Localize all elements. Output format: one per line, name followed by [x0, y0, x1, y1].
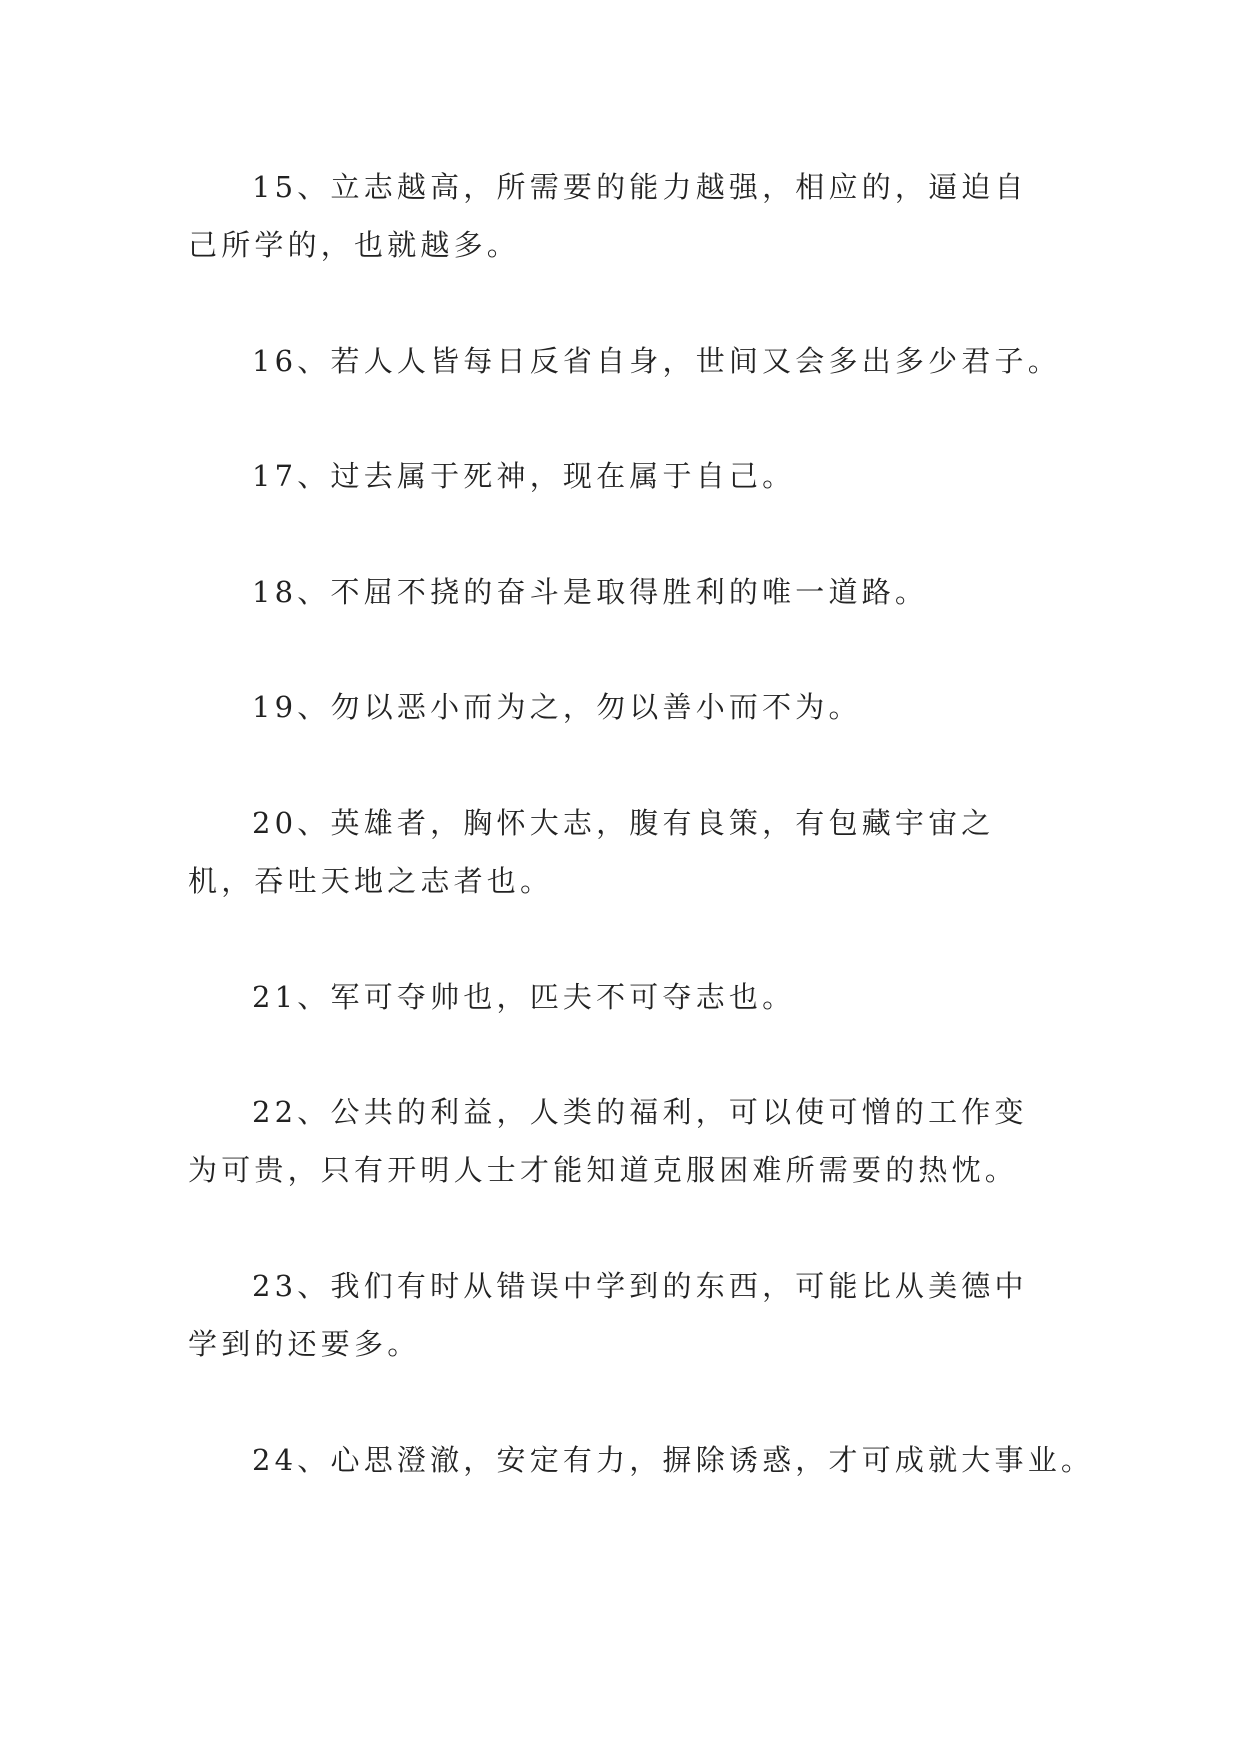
quote-paragraph-17: 17、过去属于死神，现在属于自己。 — [252, 459, 796, 493]
quote-paragraph-23: 23、我们有时从错误中学到的东西，可能比从美德中学到的还要多。 — [188, 1269, 1028, 1361]
quote-paragraph-22: 22、公共的利益，人类的福利，可以使可憎的工作变为可贵，只有开明人士才能知道克服困难所需要的热忱。 — [188, 1095, 1028, 1187]
quote-paragraph-20: 20、英雄者，胸怀大志，腹有良策，有包藏宇宙之机，吞吐天地之志者也。 — [188, 806, 995, 898]
quote-paragraph-18: 18、不屈不挠的奋斗是取得胜利的唯一道路。 — [252, 575, 929, 609]
quote-paragraph-15: 15、立志越高，所需要的能力越强，相应的，逼迫自己所学的，也就越多。 — [188, 170, 1028, 262]
quote-paragraph-16: 16、若人人皆每日反省自身，世间又会多出多少君子。 — [252, 344, 1061, 378]
quote-paragraph-21: 21、军可夺帅也，匹夫不可夺志也。 — [252, 980, 796, 1014]
quote-paragraph-24: 24、心思澄澈，安定有力，摒除诱惑，才可成就大事业。 — [252, 1443, 1095, 1477]
quote-paragraph-19: 19、勿以恶小而为之，勿以善小而不为。 — [252, 690, 862, 724]
